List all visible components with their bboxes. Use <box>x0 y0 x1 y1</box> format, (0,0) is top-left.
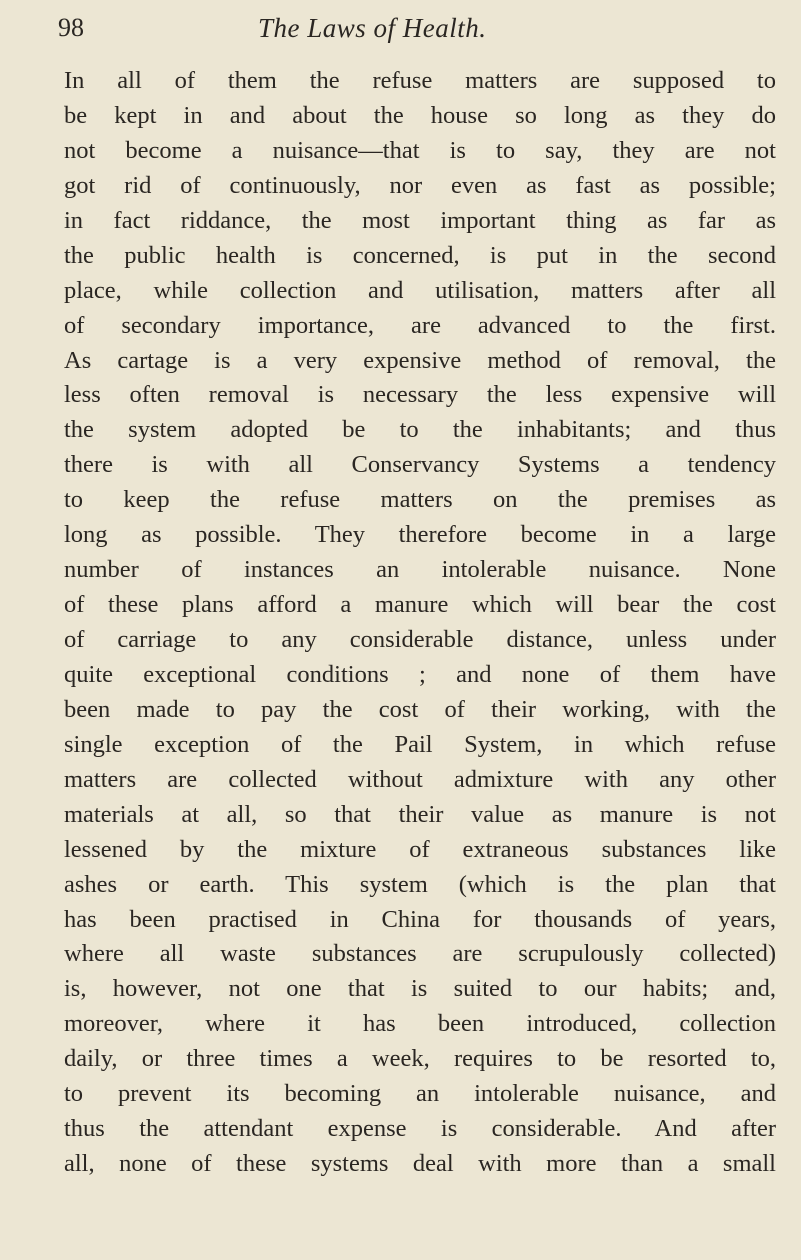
text-line: be kept in and about the house so long as they do <box>64 101 776 129</box>
text-line: quite exceptional conditions ; and none of them have <box>64 660 776 688</box>
text-line: of these plans afford a manure which will bear the cost <box>64 591 776 619</box>
text-line: the public health is concerned, is put in the second <box>64 241 776 269</box>
text-line: less often removal is necessary the less expensive will <box>64 381 776 409</box>
text-line: place, while collection and utilisation, matters after all <box>64 276 776 304</box>
text-line: lessened by the mixture of extraneous substances like <box>64 835 776 863</box>
text-line: long as possible. They therefore become in a large <box>64 521 776 549</box>
text-line: of carriage to any considerable distance, unless under <box>64 626 776 653</box>
text-line: thus the attendant expense is considerable. And after <box>64 1115 776 1143</box>
text-line: where all waste substances are scrupulously collected) <box>64 940 776 968</box>
text-line: number of instances an intolerable nuisance. None <box>64 556 776 584</box>
text-line: all, none of these systems deal with more than a small <box>64 1150 776 1178</box>
text-line: the system adopted be to the inhabitants; and thus <box>64 416 776 444</box>
text-line: moreover, where it has been introduced, collection <box>64 1010 776 1038</box>
text-line: of secondary importance, are advanced to the first. <box>64 311 776 339</box>
text-line: there is with all Conservancy Systems a tendency <box>64 451 776 479</box>
text-line: to keep the refuse matters on the premises as <box>64 486 776 514</box>
text-line: daily, or three times a week, requires to be resorted to, <box>64 1045 776 1073</box>
running-title: The Laws of Health. <box>258 13 487 43</box>
body-paragraph <box>64 64 776 1182</box>
text-line: not become a nuisance—that is to say, they are not <box>64 136 776 164</box>
text-line: has been practised in China for thousands of years, <box>64 905 776 933</box>
text-line: to prevent its becoming an intolerable nuisance, and <box>64 1080 776 1108</box>
text-line: been made to pay the cost of their working, with the <box>64 695 776 723</box>
text-line: got rid of continuously, nor even as fast as possible; <box>64 171 776 199</box>
text-line: As cartage is a very expensive method of removal, the <box>64 346 776 374</box>
text-line: In all of them the refuse matters are supposed to <box>64 67 776 94</box>
page-number: 98 <box>58 13 84 42</box>
text-line: ashes or earth. This system (which is the plan that <box>64 870 776 898</box>
page-header <box>58 8 770 48</box>
text-line: matters are collected without admixture with any other <box>64 765 776 793</box>
text-line: single exception of the Pail System, in which refuse <box>64 730 776 758</box>
text-line: in fact riddance, the most important thing as far as <box>64 206 776 234</box>
text-line: materials at all, so that their value as manure is not <box>64 800 776 828</box>
text-line: is, however, not one that is suited to our habits; and, <box>64 975 776 1003</box>
